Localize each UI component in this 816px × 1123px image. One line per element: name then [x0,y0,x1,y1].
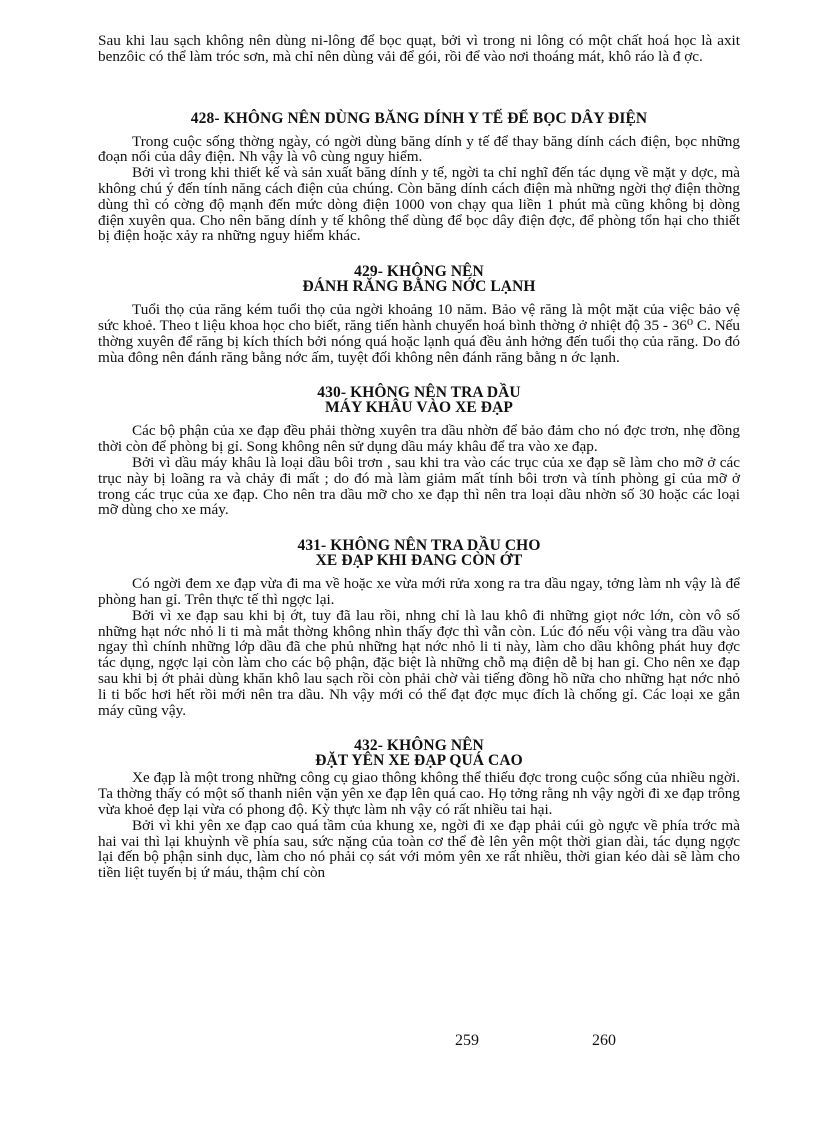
section-431-heading [98,538,740,568]
section-428-paragraph-1: Trong cuộc sống thờng ngày, có ngời dùng băng dính y tế để thay băng dính cách điện, bọc những đoạn nối của dây điện. Nh vậy là vô cùng nguy hiểm. [98,132,740,166]
intro-paragraph: Sau khi lau sạch không nên dùng ni-lông để bọc quạt, bởi vì trong ni lông có một chất hoá học là axit benzôic có thể làm tróc sơn, mà chỉ nên dùng vải để gói, rồi để vào nơi thoáng mát, khô ráo là đ ợc. [98,32,740,65]
section-432-heading [98,738,740,768]
section-429-title-line-1: 429- KHÔNG NÊN [354,263,484,281]
spacer [98,244,740,264]
section-428-heading [98,111,740,126]
spacer [98,365,740,385]
section-428-title: 428- KHÔNG NÊN DÙNG BĂNG DÍNH Y TẾ ĐỂ BỌC DÂY ĐIỆN [190,109,648,127]
section-430-paragraph-1: Các bộ phận của xe đạp đều phải thờng xuyên tra dầu nhờn để bảo đảm cho nó đợc trơn, nhẹ đồng thời còn để phòng bị gỉ. Song không nên sử dụng dầu máy khâu để tra vào xe đạp. [98,422,740,456]
page-number-right: 260 [592,1032,616,1049]
section-429-heading [98,264,740,294]
section-428-paragraph-2: Bởi vì trong khi thiết kế và sản xuất băng dính y tế, ngời ta chỉ nghĩ đến tác dụng về mặt y dợc, mà không chú ý đến tính năng cách điện của chúng. Còn băng dính cách điện mà những ngời thợ điện thờng dùng thì có cờng độ mạnh đến mức dòng điện 1000 von chạy qua liền 1 phút mà cũng không bị dòng điện xuyên qua. Cho nên băng dính y tế không thể dùng để bọc dây điện đợc, để phòng tổn hại cho thiết bị điện hoặc xảy ra những nguy hiểm khác. [98,164,740,245]
section-432-paragraph-2: Bởi vì khi yên xe đạp cao quá tầm của khung xe, ngời đi xe đạp phải cúi gò ngực về phía trớc mà hai vai thì lại khuỳnh về phía sau, sức nặng của toàn cơ thể đè lên yên một thời gian dài, tác dụng ngợc lại đến bộ phận sinh dục, làm cho nó phải cọ sát với mỏm yên xe rất nhiều, thời gian kéo dài sẽ làm cho tiền liệt tuyến bị ứ máu, thậm chí còn [98,816,740,882]
section-430-title-line-1: 430- KHÔNG NÊN TRA DẦU [317,384,521,402]
section-429-title-line-2: ĐÁNH RĂNG BẰNG NỚC LẠNH [302,278,536,296]
section-431 [98,538,740,718]
section-432-title-line-2: ĐẶT YÊN XE ĐẠP QUÁ CAO [315,752,523,770]
section-432-title-line-1: 432- KHÔNG NÊN [354,737,484,755]
section-429-paragraph-1: Tuổi thọ của răng kém tuổi thọ của ngời khoảng 10 năm. Bảo vệ răng là một mặt của việc bảo vệ sức khoẻ. Theo t liệu khoa học cho biết, răng tiến hành chuyển hoá bình thờng ở nhiệt độ 35 - 36⁰ C. Nếu thờng xuyên để răng bị kích thích bởi nóng quá hoặc lạnh quá đều ảnh hởng đến tuổi thọ của răng. Do đó mùa đông nên đánh răng bằng nớc ấm, tuyệt đối không nên đánh răng bằng n ớc lạnh. [98,301,740,366]
section-431-paragraph-1: Có ngời đem xe đạp vừa đi ma về hoặc xe vừa mới rửa xong ra tra dầu ngay, tởng làm nh vậy là để phòng han gỉ. Trên thực tế thì ngợc lại. [98,575,740,608]
section-428 [98,111,740,245]
page-numbers [0,1032,816,1052]
spacer [98,65,740,111]
section-430-title-line-2: MÁY KHÂU VÀO XE ĐẠP [325,399,513,417]
section-431-paragraph-2: Bởi vì xe đạp sau khi bị ớt, tuy đã lau rồi, nhng chỉ là lau khô đi những giọt nớc lớn, còn vô số những hạt nớc nhỏ li ti mà mắt thờng không nhìn thấy đợc thì vẫn còn. Lúc đó nếu vội vàng tra dầu vào ngay thì chính những lớp dầu đã che phủ những hạt nớc nhỏ li ti này, làm cho dầu không phát huy đợc tác dụng, ngợc lại còn làm cho các bộ phận, đặc biệt là những chỗ mạ điện dễ bị han gỉ. Cho nên xe đạp sau khi bị ớt phải dùng khăn khô lau sạch rồi còn phải chờ vài tiếng đồng hồ nữa cho những hạt nớc nhỏ li ti bốc hơi hết rồi mới nên tra dầu. Nh vậy mới có thể đạt đợc mục đích là chống gỉ. Các loại xe gắn máy cũng vậy. [98,606,740,719]
section-432 [98,738,740,881]
section-431-title-line-2: XE ĐẠP KHI ĐANG CÒN ỚT [315,552,523,570]
section-430-heading [98,385,740,415]
spacer [98,718,740,738]
section-430 [98,385,740,518]
section-432-paragraph-1: Xe đạp là một trong những công cụ giao thông không thể thiếu đợc trong cuộc sống của nhiều ngời. Ta thờng thấy có một số thanh niên vặn yên xe đạp lên quá cao. Họ tởng rằng nh vậy ngời đi xe đạp trông vừa khoẻ đẹp lại vừa có phong độ. Kỳ thực làm nh vậy có rất nhiều tai hại. [98,769,740,818]
section-431-title-line-1: 431- KHÔNG NÊN TRA DẦU CHO [297,537,541,555]
spacer [98,518,740,538]
section-430-paragraph-2: Bởi vì dầu máy khâu là loại dầu bôi trơn , sau khi tra vào các trục của xe đạp sẽ làm cho mỡ ở các trục này bị loãng ra và chảy đi mất ; do đó mà làm giảm mất tính bôi trơn và tính phòng gỉ của mỡ ở trong các trục của xe đạp. Cho nên tra dầu mỡ cho xe đạp thì nên tra loại dầu nhờn số 30 hoặc các loại mỡ dùng cho xe máy. [98,453,740,519]
page-number-left: 259 [455,1032,479,1049]
section-429 [98,264,740,365]
